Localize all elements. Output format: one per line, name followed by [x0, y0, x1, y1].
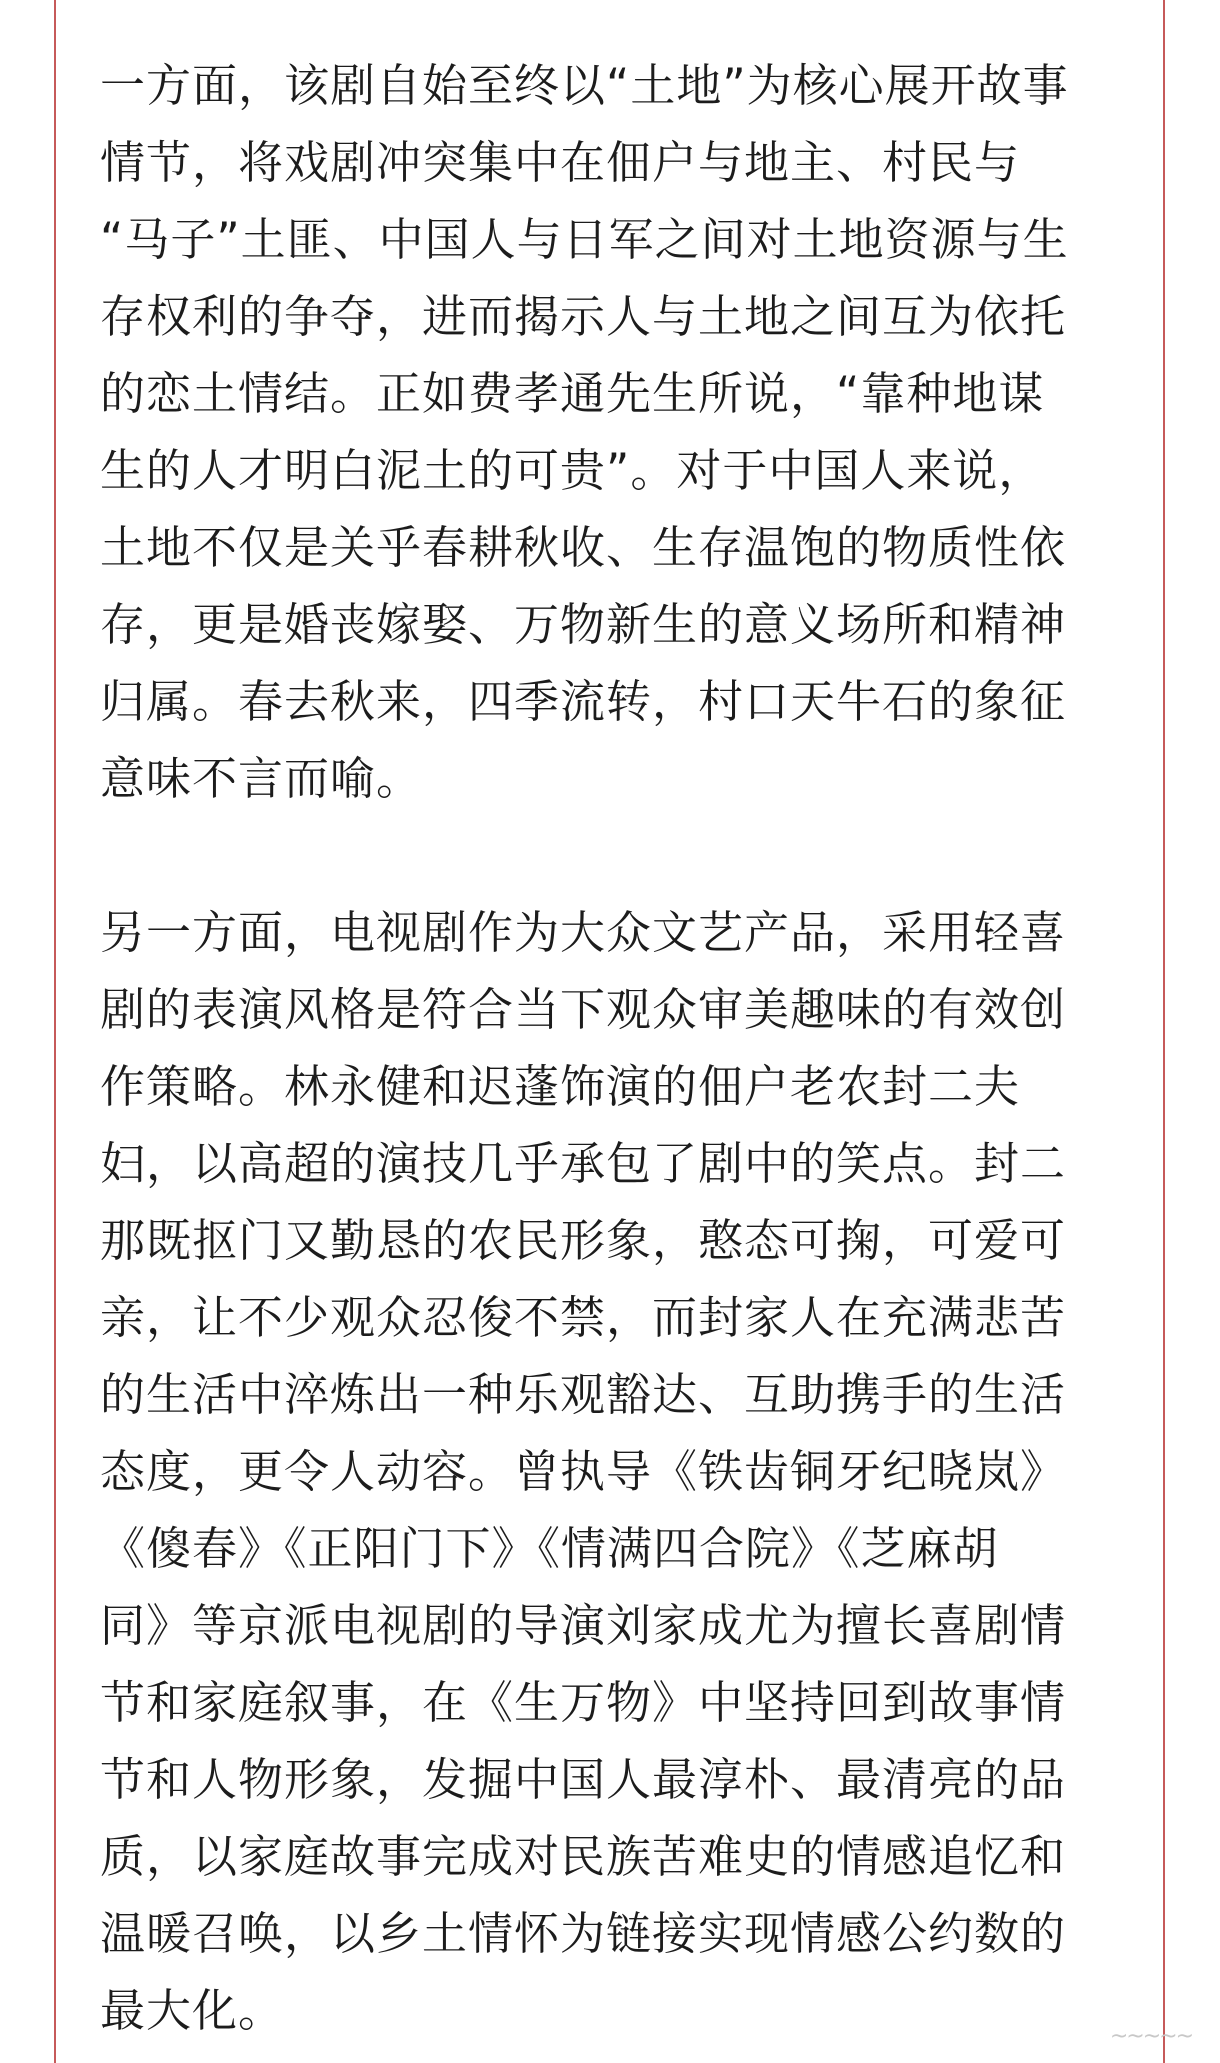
article-body — [100, 47, 1110, 2049]
text-line: 的恋土情结。正如费孝通先生所说，“靠种地谋 — [100, 367, 1045, 420]
text-line: 质，以家庭故事完成对民族苦难史的情感追忆和 — [100, 1830, 1067, 1883]
text-line: 亲，让不少观众忍俊不禁，而封家人在充满悲苦 — [100, 1291, 1067, 1344]
text-line: 土地不仅是关乎春耕秋收、生存温饱的物质性依 — [100, 521, 1067, 574]
text-line: 归属。春去秋来，四季流转，村口天牛石的象征 — [100, 675, 1067, 728]
paragraph-1 — [100, 47, 1110, 817]
text-line: 最大化。 — [100, 1984, 285, 2037]
text-line: 一方面，该剧自始至终以“土地”为核心展开故事 — [100, 59, 1069, 112]
text-line: 那既抠门又勤恳的农民形象，憨态可掬，可爱可 — [100, 1214, 1067, 1267]
text-line: 《傻春》《正阳门下》《情满四合院》《芝麻胡 — [100, 1522, 999, 1575]
text-line: 作策略。林永健和迟蓬饰演的佃户老农封二夫 — [100, 1060, 1021, 1113]
text-line: “马子”土匪、中国人与日军之间对土地资源与生 — [100, 213, 1069, 266]
text-line: 节和人物形象，发掘中国人最淳朴、最清亮的品 — [100, 1753, 1067, 1806]
text-line: 剧的表演风格是符合当下观众审美趣味的有效创 — [100, 983, 1067, 1036]
right-border-rule — [1163, 0, 1165, 2063]
text-line: 意味不言而喻。 — [100, 752, 423, 805]
text-line: 的生活中淬炼出一种乐观豁达、互助携手的生活 — [100, 1368, 1067, 1421]
text-line: 节和家庭叙事，在《生万物》中坚持回到故事情 — [100, 1676, 1067, 1729]
text-line: 情节，将戏剧冲突集中在佃户与地主、村民与 — [100, 136, 1021, 189]
text-line: 存，更是婚丧嫁娶、万物新生的意义场所和精神 — [100, 598, 1067, 651]
watermark: ~~~~~ — [1109, 2024, 1192, 2049]
paragraph-2 — [100, 894, 1110, 2049]
paragraph-spacer — [100, 817, 1110, 894]
text-line: 温暖召唤，以乡土情怀为链接实现情感公约数的 — [100, 1907, 1067, 1960]
text-line: 态度，更令人动容。曾执导《铁齿铜牙纪晓岚》 — [100, 1445, 1067, 1498]
text-line: 同》等京派电视剧的导演刘家成尤为擅长喜剧情 — [100, 1599, 1067, 1652]
text-line: 存权利的争夺，进而揭示人与土地之间互为依托 — [100, 290, 1067, 343]
left-border-rule — [54, 0, 56, 2063]
text-line: 生的人才明白泥土的可贵”。对于中国人来说， — [100, 444, 1045, 497]
text-line: 妇，以高超的演技几乎承包了剧中的笑点。封二 — [100, 1137, 1067, 1190]
text-line: 另一方面，电视剧作为大众文艺产品，采用轻喜 — [100, 906, 1067, 959]
